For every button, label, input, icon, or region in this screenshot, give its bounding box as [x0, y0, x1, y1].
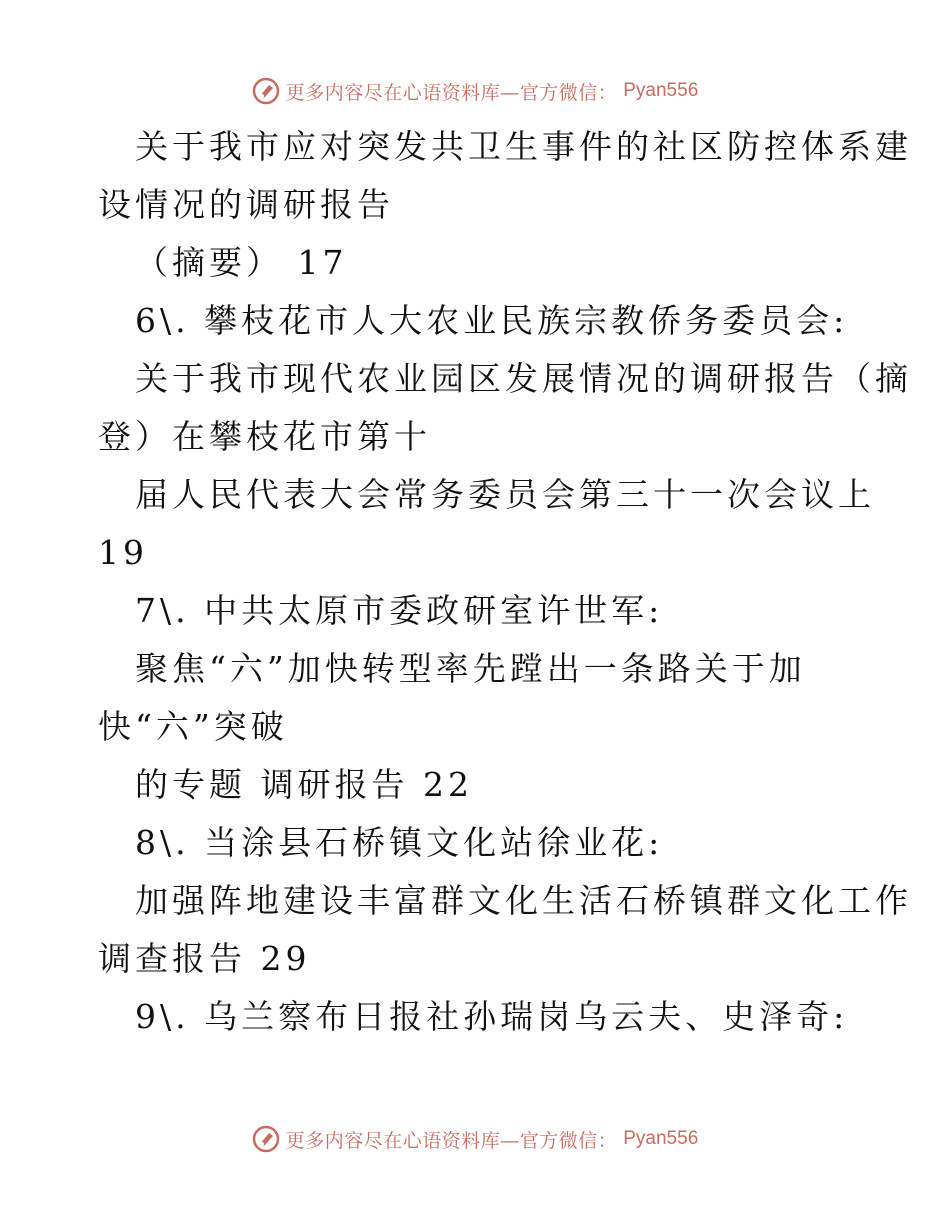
- text-line: 快“六”突破: [98, 707, 288, 746]
- text-line: （摘要） 17: [135, 243, 348, 282]
- pen-nib-seal-icon: [252, 77, 280, 105]
- text-line: 的专题 调研报告 22: [135, 765, 473, 804]
- text-line: 登）在攀枝花市第十: [98, 417, 431, 456]
- watermark-text: 更多内容尽在心语资料库—官方微信：: [285, 1129, 618, 1152]
- text-line: 关于我市应对突发共卫生事件的社区防控体系建: [135, 127, 912, 166]
- text-line: 关于我市现代农业园区发展情况的调研报告（摘: [135, 359, 912, 398]
- text-line: 8\. 当涂县石桥镇文化站徐业花:: [135, 823, 664, 862]
- text-line: 9\. 乌兰察布日报社孙瑞岗乌云夫、史泽奇:: [135, 997, 849, 1036]
- watermark-text: 更多内容尽在心语资料库—官方微信：: [285, 81, 618, 104]
- text-line: 7\. 中共太原市委政研室许世军:: [135, 591, 664, 630]
- watermark-wechat-id: Pyan556: [623, 80, 699, 101]
- page-number: 19: [98, 533, 148, 572]
- text-line: 6\. 攀枝花市人大农业民族宗教侨务委员会:: [135, 301, 849, 340]
- watermark-wechat-id: Pyan556: [623, 1128, 699, 1149]
- text-line: 设情况的调研报告: [98, 185, 394, 224]
- footer-watermark: [0, 1122, 950, 1156]
- pen-nib-seal-icon: [252, 1125, 280, 1153]
- text-line: 调查报告 29: [98, 939, 311, 978]
- text-line: 加强阵地建设丰富群文化生活石桥镇群文化工作: [135, 881, 912, 920]
- header-watermark: [0, 74, 950, 108]
- text-line: 聚焦“六”加快转型率先蹚出一条路关于加: [135, 649, 806, 688]
- text-line: 届人民代表大会常务委员会第三十一次会议上: [135, 475, 875, 514]
